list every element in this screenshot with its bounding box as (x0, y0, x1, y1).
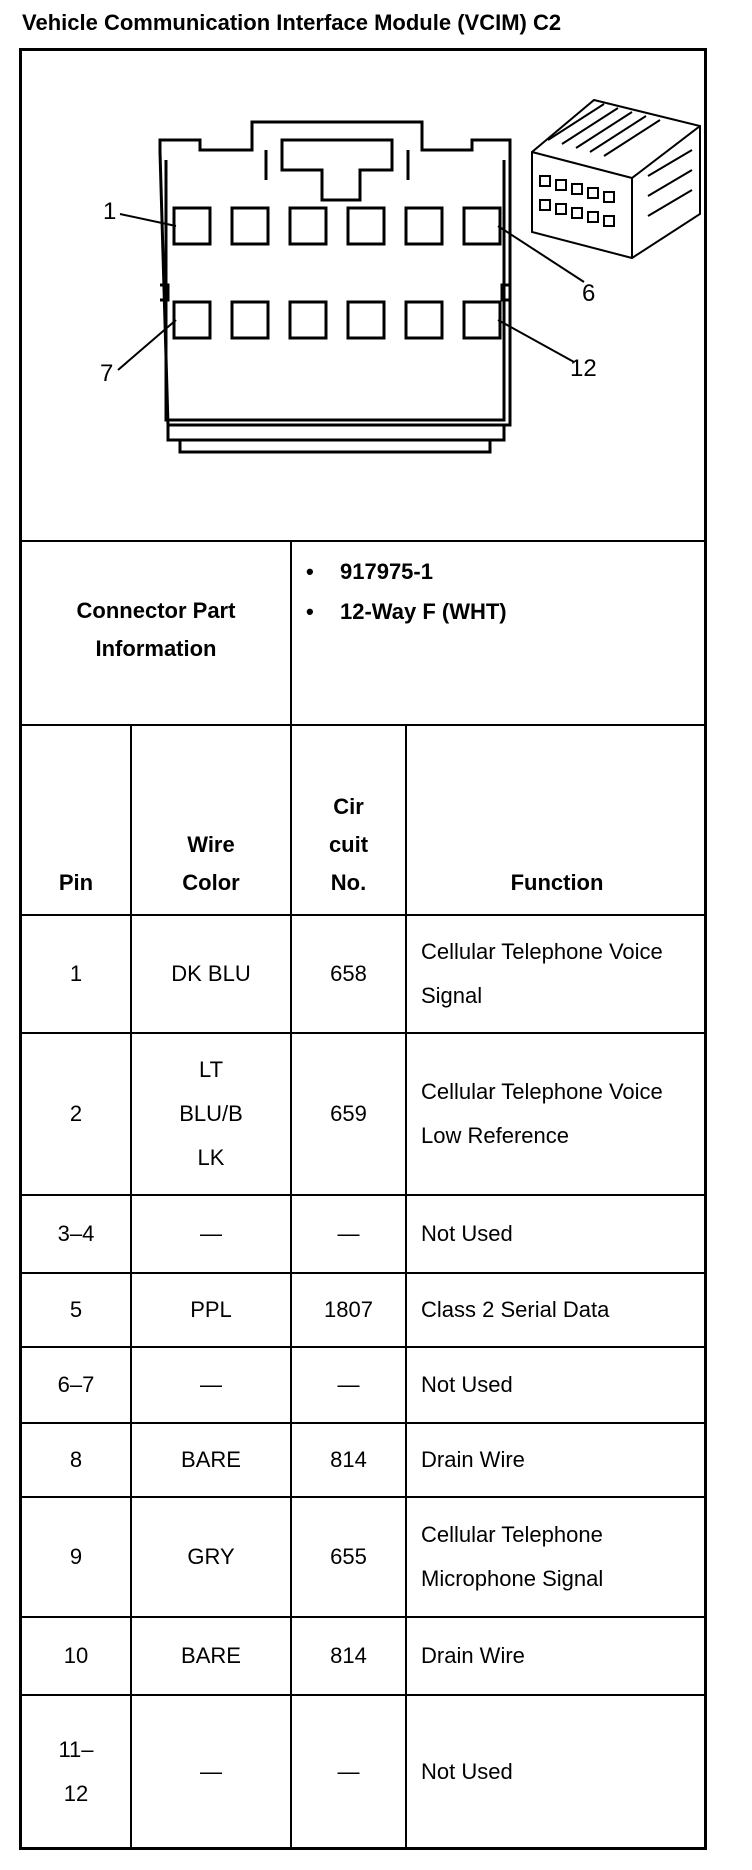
pin-cavity-1 (174, 208, 210, 244)
cell-wire-color: LT BLU/B LK (179, 1057, 243, 1170)
pin-cavity-11 (406, 302, 442, 338)
header-circuit-no: Cir cuit No. (328, 794, 369, 895)
pin-cavity-10 (348, 302, 384, 338)
divider-partinfo-col (290, 540, 292, 724)
cell-wire-color: DK BLU (171, 961, 251, 986)
cell-pin: 3–4 (57, 1221, 95, 1246)
cell-function: Not Used (421, 1759, 513, 1784)
pin-cavity-5 (406, 208, 442, 244)
cell-circuit-no: 814 (330, 1643, 367, 1668)
cell-wire-color: PPL (190, 1297, 232, 1322)
cell-circuit-no: 814 (330, 1447, 367, 1472)
cell-wire-color: — (200, 1221, 222, 1246)
connector-face (160, 122, 510, 452)
pin-cavity-2 (232, 208, 268, 244)
cell-wire-color: GRY (187, 1544, 235, 1569)
cell-function: Cellular Telephone Voice Low Reference (421, 1079, 663, 1148)
pin-cavity-4 (348, 208, 384, 244)
header-function: Function (510, 870, 604, 895)
cell-function: Cellular Telephone Voice Signal (421, 939, 663, 1008)
pin-callout-7: 7 (100, 360, 114, 387)
part-info-label: Connector Part Information (76, 598, 236, 661)
cell-wire-color: BARE (181, 1447, 241, 1472)
cell-circuit-no: 1807 (324, 1297, 373, 1322)
connector-isometric-icon (532, 100, 700, 258)
cell-pin: 8 (69, 1447, 83, 1472)
cell-pin: 6–7 (57, 1372, 95, 1397)
cell-wire-color: — (200, 1759, 222, 1784)
pin-cavity-8 (232, 302, 268, 338)
header-pin: Pin (58, 870, 94, 895)
cell-circuit-no: 658 (330, 961, 367, 986)
cell-circuit-no: 659 (330, 1101, 367, 1126)
cell-pin: 5 (69, 1297, 83, 1322)
pin-cavity-3 (290, 208, 326, 244)
cell-pin: 11– 12 (58, 1737, 94, 1806)
pin-callout-12: 12 (570, 355, 597, 382)
cell-function: Drain Wire (421, 1643, 525, 1668)
callout-leaders (118, 214, 584, 370)
pin-cavity-12 (464, 302, 500, 338)
cell-function: Not Used (421, 1372, 513, 1397)
pin-callout-6: 6 (582, 280, 596, 307)
connector-description: • 12-Way F (WHT) (306, 599, 507, 624)
cell-pin: 9 (69, 1544, 83, 1569)
cell-function: Not Used (421, 1221, 513, 1246)
cell-pin: 10 (63, 1643, 89, 1668)
part-number: • 917975-1 (306, 559, 433, 584)
cell-circuit-no: — (337, 1221, 360, 1246)
cell-circuit-no: — (337, 1372, 360, 1397)
pin-cavity-7 (174, 302, 210, 338)
pin-cavity-6 (464, 208, 500, 244)
cell-wire-color: BARE (181, 1643, 241, 1668)
pin-cavities (174, 208, 500, 338)
cell-wire-color: — (200, 1372, 222, 1397)
part-info-details (306, 552, 507, 632)
cell-function: Drain Wire (421, 1447, 525, 1472)
cell-function: Cellular Telephone Microphone Signal (421, 1522, 604, 1591)
cell-circuit-no: 655 (330, 1544, 367, 1569)
cell-function: Class 2 Serial Data (421, 1297, 610, 1322)
cell-pin: 2 (69, 1101, 83, 1126)
pin-cavity-9 (290, 302, 326, 338)
header-wire-color: Wire Color (182, 832, 240, 895)
cell-pin: 1 (69, 961, 83, 986)
page-title: Vehicle Communication Interface Module (VCIM) C2 (22, 10, 562, 35)
pin-callout-1: 1 (103, 198, 117, 225)
cell-circuit-no: — (337, 1759, 360, 1784)
